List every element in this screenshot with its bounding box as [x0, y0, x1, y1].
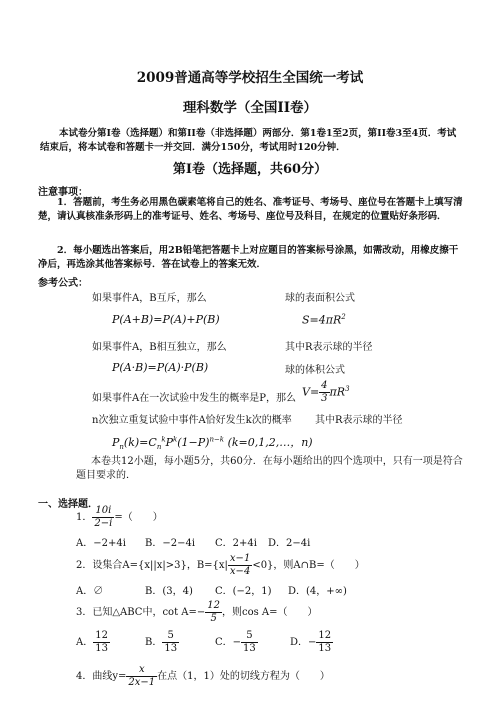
q2-option-b: B．(3，4) [145, 586, 193, 597]
ref-right-1: 球的表面积公式 [285, 293, 355, 304]
ref-line-4: n次独立重复试验中事件A恰好发生k次的概率 [92, 415, 292, 426]
ref-right-formula-1: $S=4\pi R^2$ [302, 313, 346, 327]
ref-right-4: 其中R表示球的半径 [315, 415, 403, 426]
exam-subtitle: 理科数学（全国II卷） [182, 100, 318, 116]
exam-title: 2009普通高等学校招生全国统一考试 [136, 70, 364, 86]
notes-item-2: 2．每小题选出答案后，用2B铅笔把答题卡上对应题目的答案标号涂黑，如需改动，用橡皮擦干净后，再选涂其他答案标号．答在试卷上的答案无效． [38, 245, 459, 270]
instruction-paragraph: 本卷共12小题，每小题5分，共60分．在每小题给出的四个选项中，只有一项是符合题目要求的． [76, 456, 463, 481]
ref-formula-3: $P_n(k)=C_n^kP^k(1-P)^{n-k}$ (k=0,1,2,…，n) [112, 435, 313, 452]
q3-option-b: B． $\frac{5}{13}$ [145, 630, 178, 654]
section-title: 第I卷（选择题，共60分） [172, 162, 328, 177]
ref-right-formula-2: V= $\frac{4}{3}$ $\pi R^3$ [302, 380, 350, 404]
q1-option-d: D．2−4i [268, 538, 311, 549]
question-2: 2．设集合A={x||x|>3}，B={x| $\frac{x-1}{x-4}$ <0}，则A∩B=（ ） [76, 553, 365, 577]
q3-option-d: D．− $\frac{12}{13}$ [290, 630, 332, 654]
q1-option-a: A．−2+4i [76, 538, 126, 549]
notes-item-1: 1．答题前，考生务必用黑色碳素笔将自己的姓名、准考证号、考场号、座位号在答题卡上填写清楚，请认真核准条形码上的准考证号、姓名、考场号、座位号及科目，在规定的位置贴好条形码． [38, 197, 463, 222]
ref-line-3: 如果事件A在一次试验中发生的概率是P，那么 [92, 393, 296, 404]
question-3: 3．已知△ABC中，cot A=− $\frac{12}{5}$ ，则cos A=（ ） [76, 600, 318, 624]
q2-option-d: D．(4，+∞) [288, 586, 347, 597]
part1-heading: 一、选择题． [38, 499, 98, 510]
q2-option-a: A．∅ [76, 586, 104, 597]
ref-right-2: 其中R表示球的半径 [285, 342, 373, 353]
ref-line-2: 如果事件A，B相互独立，那么 [92, 342, 227, 353]
notes-heading: 注意事项： [38, 187, 88, 198]
q2-option-c: C．(−2，1) [215, 586, 272, 597]
question-4: 4．曲线y= $\frac{x}{2x-1}$ 在点（1，1）处的切线方程为（ ） [76, 664, 330, 688]
q3-option-c: C．− $\frac{5}{13}$ [215, 630, 256, 654]
ref-line-1: 如果事件A，B互斥，那么 [92, 293, 207, 304]
ref-formula-1: P(A+B)=P(A)+P(B) [112, 313, 220, 326]
q3-option-a: A． $\frac{12}{13}$ [76, 630, 108, 654]
intro-paragraph: 本试卷分第I卷（选择题）和第II卷（非选择题）两部分．第1卷1至2页，第II卷3至4页．考试结束后，将本试卷和答题卡一并交回．满分150分，考试用时120分钟． [40, 128, 457, 153]
ref-right-3: 球的体积公式 [285, 365, 345, 376]
reference-heading: 参考公式： [38, 278, 88, 289]
question-1: 1． $\frac{10i}{2-i}$ =（ ） [76, 505, 163, 529]
q1-option-c: C．2+4i [215, 538, 257, 549]
ref-formula-2: P(A·B)=P(A)·P(B) [112, 361, 209, 374]
q1-option-b: B．−2−4i [145, 538, 196, 549]
